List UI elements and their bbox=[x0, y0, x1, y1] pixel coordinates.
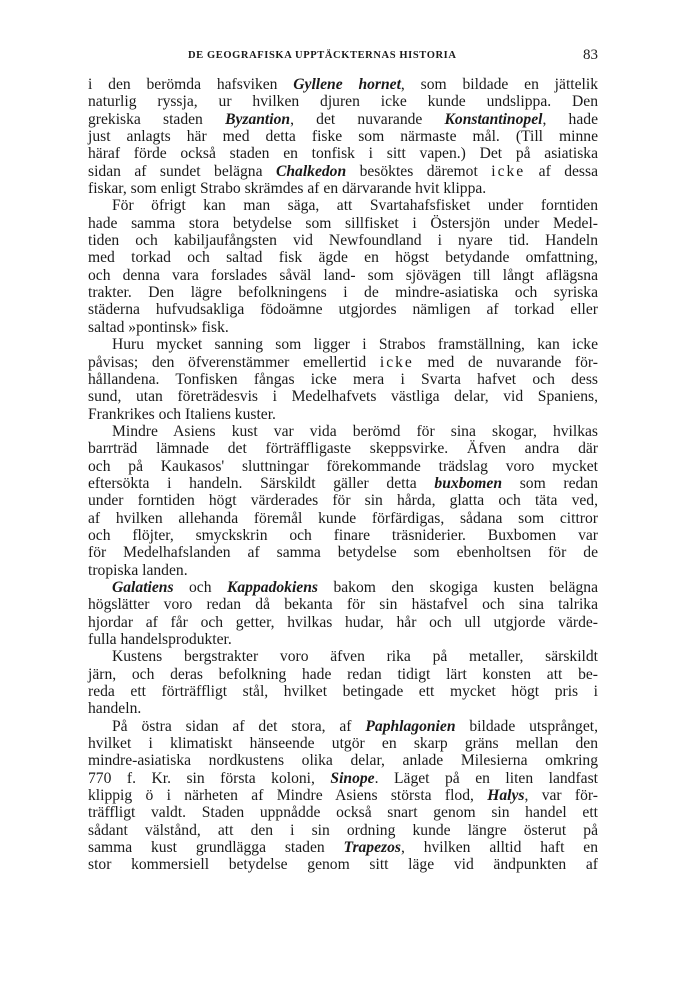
text-line: sådant välstånd, att den i sin ordning kunde längre österut på bbox=[88, 821, 598, 839]
text-line: klippig ö i närheten af Mindre Asiens största flod, Halys, var för- bbox=[88, 787, 599, 805]
text-line: fiskar, som enligt Strabo skrämdes af en därvarande hvit klippa. bbox=[88, 180, 487, 198]
text-line: grekiska staden Byzantion, det nuvarande Konstantinopel, hade bbox=[88, 110, 598, 128]
text-line: hjordar af får och getter, hvilkas hudar, hår och ull utgjorde värde- bbox=[88, 613, 598, 631]
text-line: af hvilken allehanda föremål kunde förfärdigas, sådana som cittror bbox=[88, 509, 598, 527]
text-line: hållandena. Tonfisken fångas icke mera i Svarta hafvet och dess bbox=[88, 370, 598, 388]
text-line: På östra sidan af det stora, af Paphlagonien bildade utsprånget, bbox=[112, 717, 598, 735]
text-line: städerna hufvudsakliga födoämne utgjordes nämligen af torkad eller bbox=[88, 301, 598, 319]
text-line: järn, och deras befolkning hade redan tidigt lärt konsten att be- bbox=[88, 665, 598, 683]
text-line: handeln. bbox=[88, 700, 142, 718]
body-text bbox=[88, 76, 598, 874]
text-line: saltad »pontinsk» fisk. bbox=[88, 318, 229, 336]
text-line: barrträd lämnade det förträffligaste skeppsvirke. Äfven andra där bbox=[88, 440, 598, 458]
text-line: tiden och kabiljaufångsten vid Newfoundland i nyare tid. Handeln bbox=[88, 232, 598, 250]
text-line: hade samma stora betydelse som sillfisket i Östersjön under Medel- bbox=[88, 214, 598, 232]
text-line: trakter. Den lägre befolkningens i de mindre-asiatiska och syriska bbox=[88, 284, 598, 302]
text-line: mindre-asiatiska nordkustens olika delar, anlade Milesierna omkring bbox=[88, 752, 598, 770]
text-line: eftersökta i handeln. Särskildt gäller detta buxbomen som redan bbox=[88, 474, 599, 492]
text-line: just anlagts här med detta fiske som närmaste mål. (Till minne bbox=[88, 128, 598, 146]
text-line: påvisas; den öfverenstämmer emellertid icke med de nuvarande för- bbox=[88, 353, 598, 371]
page-header bbox=[88, 47, 598, 67]
text-line: Frankrikes och Italiens kuster. bbox=[88, 405, 276, 423]
text-line: och flöjter, smyckskrin och finare träsniderier. Buxbomen var bbox=[88, 526, 598, 544]
running-title: DE GEOGRAFISKA UPPTÄCKTERNAS HISTORIA bbox=[188, 50, 457, 61]
text-line: och denna vara forslades såväl land- som sjövägen till långt aflägsna bbox=[88, 266, 598, 284]
text-line: För öfrigt kan man säga, att Svartahafsfisket under forntiden bbox=[112, 197, 598, 215]
page-number: 83 bbox=[583, 47, 598, 63]
text-line: tropiska landen. bbox=[88, 561, 188, 579]
text-line: sidan af sundet belägna Chalkedon besöktes däremot icke af dessa bbox=[88, 162, 598, 180]
text-line: hvilket i klimatiskt hänseende utgör en skarp gräns mellan den bbox=[88, 735, 598, 753]
text-line: 770 f. Kr. sin första koloni, Sinope. Läget på en liten landfast bbox=[88, 769, 598, 787]
text-line: naturlig ryssja, ur hvilken djuren icke kunde undslippa. Den bbox=[88, 93, 598, 111]
text-line: samma kust grundlägga staden Trapezos, hvilken alltid haft en bbox=[88, 839, 598, 857]
text-line: högslätter voro redan då bekanta för sin hästafvel och sina talrika bbox=[88, 596, 598, 614]
text-line: fulla handelsprodukter. bbox=[88, 631, 232, 648]
text-line: stor kommersiell betydelse genom sitt läge vid ändpunkten af bbox=[88, 856, 598, 874]
text-line: reda ett förträffligt stål, hvilket betingade ett mycket högt pris i bbox=[88, 683, 598, 701]
text-line: Galatiens och Kappadokiens bakom den skogiga kusten belägna bbox=[112, 578, 598, 596]
text-line: häraf förde också staden en tonfisk i sitt vapen.) Det på asiatiska bbox=[88, 145, 598, 163]
text-line: under forntiden högt värderades för sin hårda, glatta och täta ved, bbox=[88, 492, 598, 510]
text-line: för Medelhafslanden af samma betydelse som ebenholtsen för de bbox=[88, 544, 598, 562]
text-line: och på Kaukasos' sluttningar förekommande trädslag voro mycket bbox=[88, 457, 598, 475]
text-line: Kustens bergstrakter voro äfven rika på metaller, särskildt bbox=[112, 648, 598, 666]
text-line: i den berömda hafsviken Gyllene hornet, som bildade en jättelik bbox=[88, 76, 598, 93]
text-line: träffligt valdt. Staden uppnådde också snart genom sin handel ett bbox=[88, 804, 598, 822]
text-line: Mindre Asiens kust var vida berömd för sina skogar, hvilkas bbox=[112, 422, 598, 440]
text-line: sund, utan företrädesvis i Medelhafvets västliga delar, vid Spaniens, bbox=[88, 388, 598, 406]
text-line: Huru mycket sanning som ligger i Strabos framställning, kan icke bbox=[112, 336, 598, 354]
text-line: med torkad och saltad fisk ägde en högst betydande omfattning, bbox=[88, 249, 598, 267]
